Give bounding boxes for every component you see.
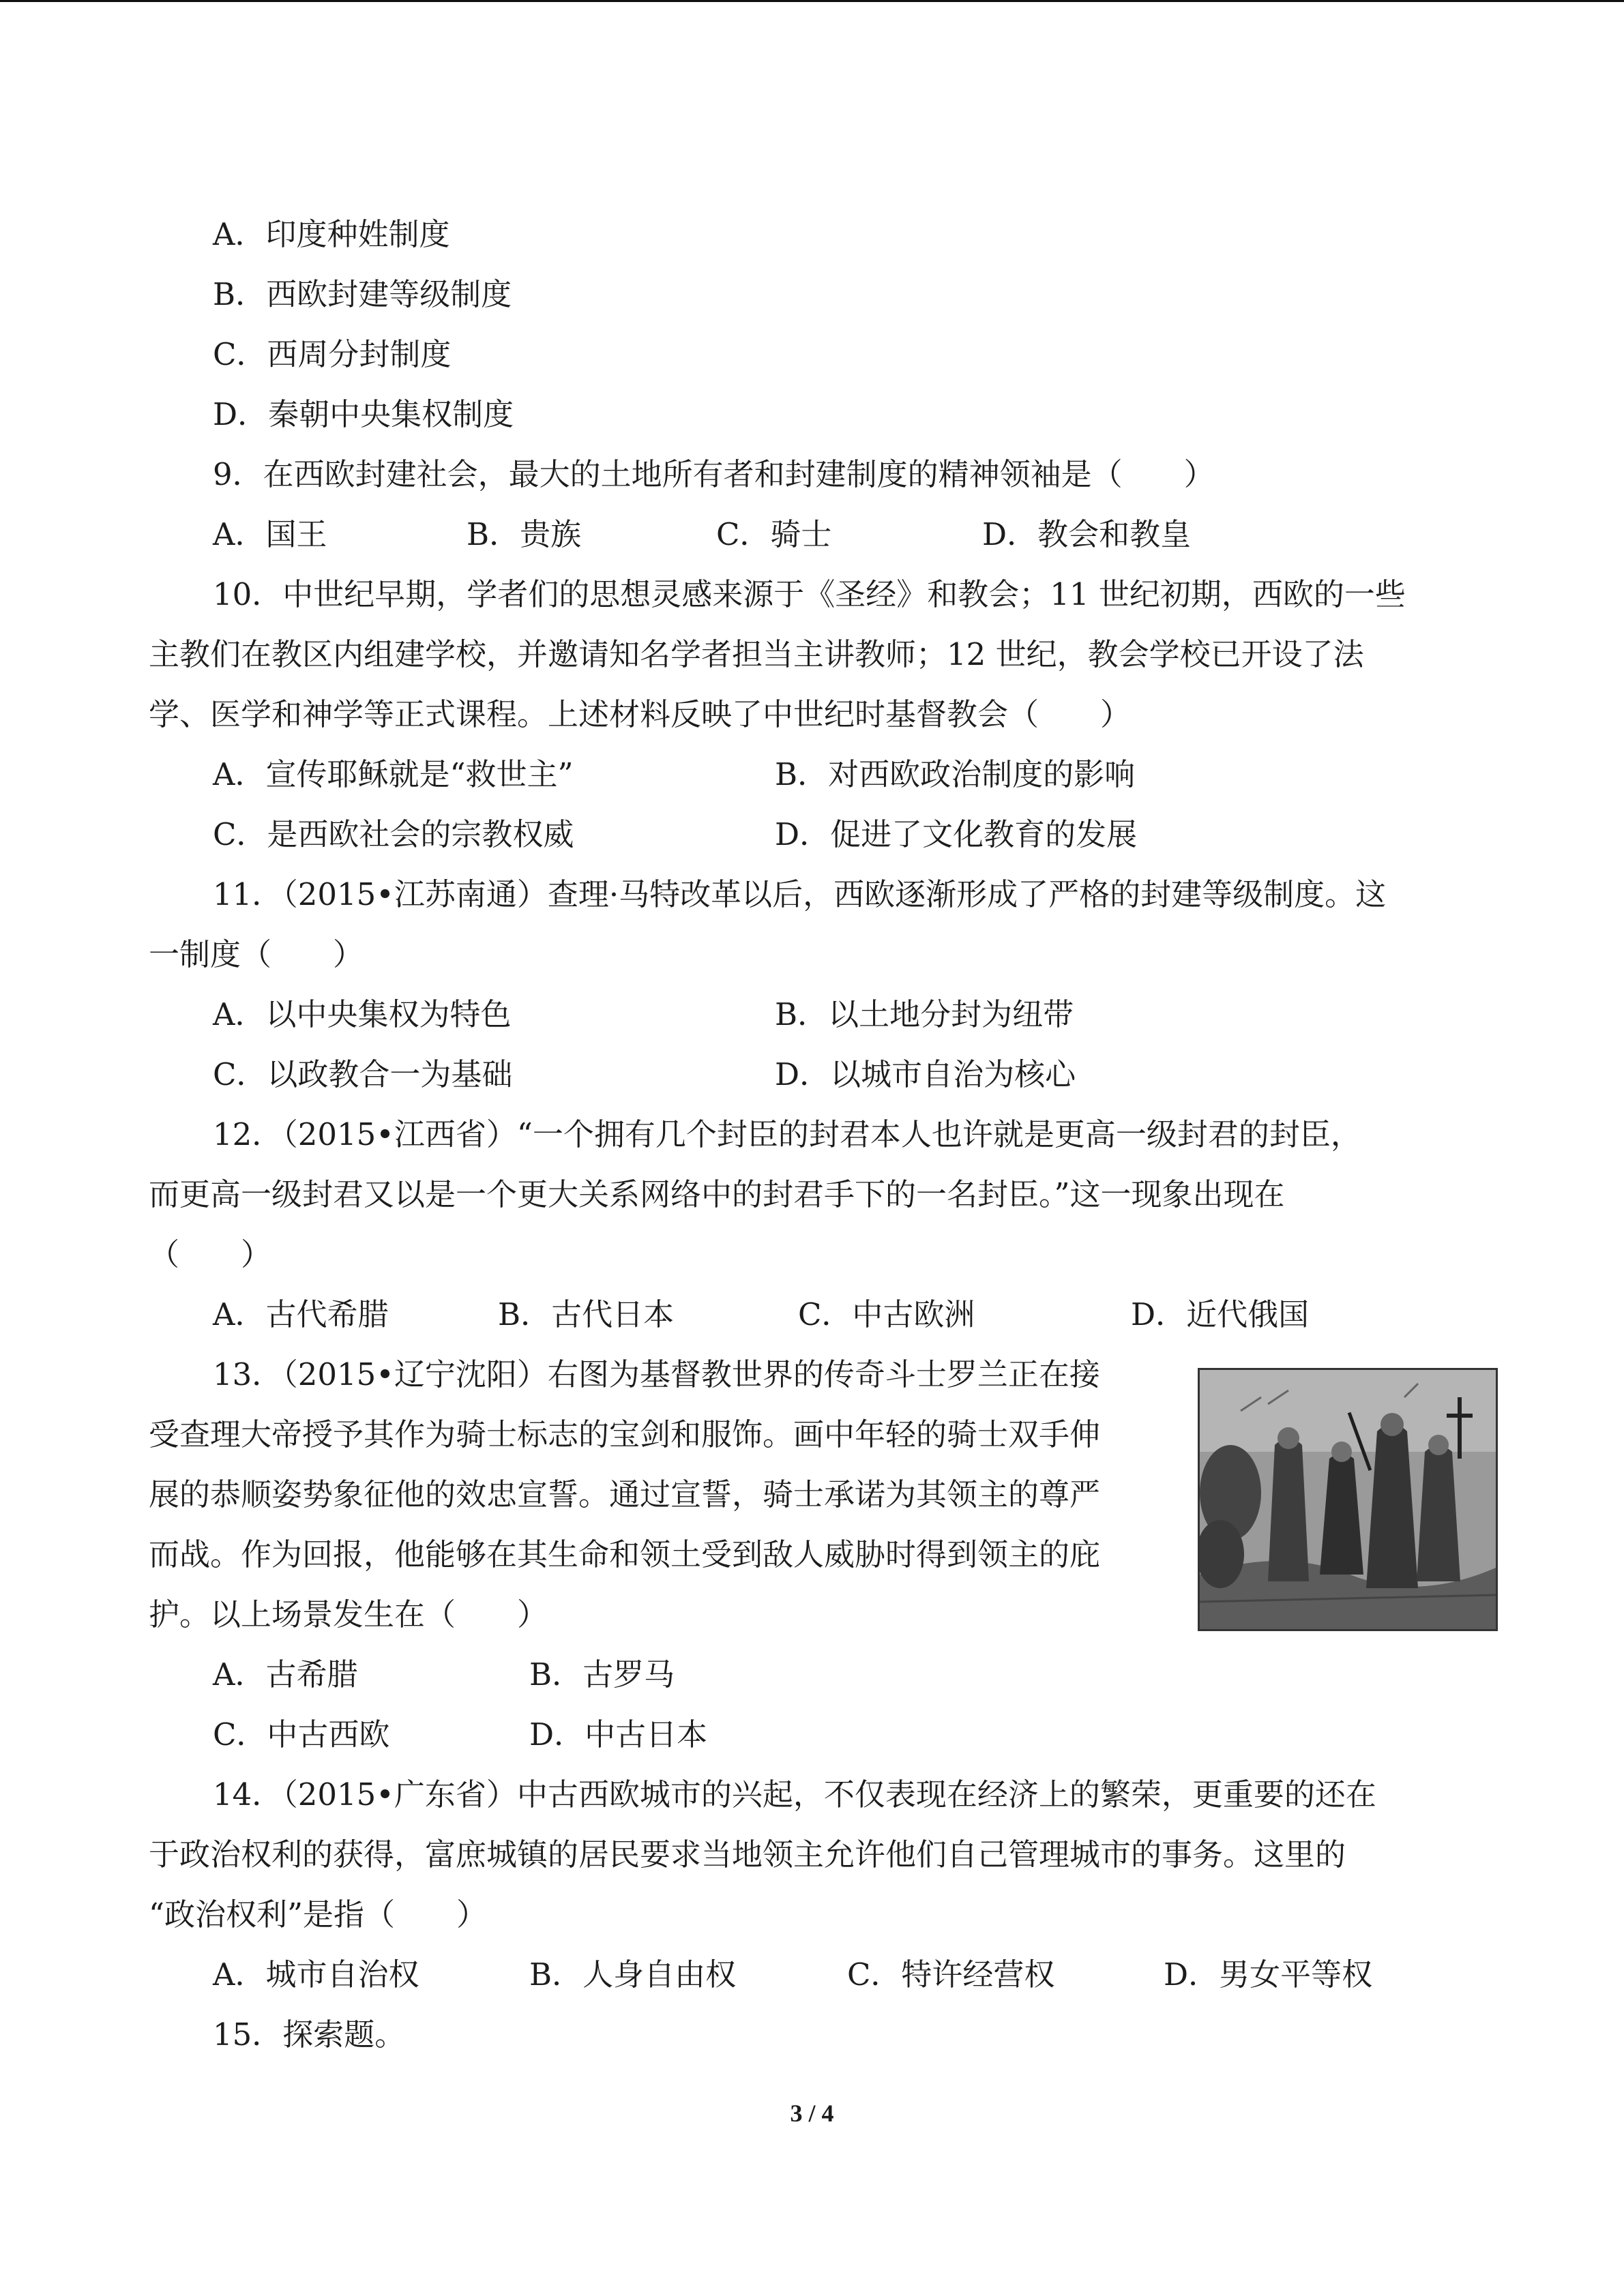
q14-option-a: A．城市自治权 bbox=[213, 1956, 419, 1993]
q12-option-b: B．古代日本 bbox=[498, 1296, 675, 1332]
illustration-drawing bbox=[1200, 1370, 1496, 1629]
q14-option-d: D．男女平等权 bbox=[1164, 1956, 1373, 1993]
q11-stem-line1: 11．（2015•江苏南通）查理·马特改革以后，西欧逐渐形成了严格的封建等级制度。这 bbox=[213, 876, 1387, 912]
q13-stem-line2: 受查理大帝授予其作为骑士标志的宝剑和服饰。画中年轻的骑士双手伸 bbox=[149, 1416, 1101, 1452]
q13-option-a: A．古希腊 bbox=[213, 1656, 358, 1693]
q10-option-a: A．宣传耶稣就是“救世主” bbox=[213, 756, 574, 792]
q13-stem-line3: 展的恭顺姿势象征他的效忠宣誓。通过宣誓，骑士承诺为其领主的尊严 bbox=[149, 1476, 1101, 1512]
q8-option-d: D．秦朝中央集权制度 bbox=[213, 396, 514, 432]
q12-stem-line1: 12．（2015•江西省）“一个拥有几个封臣的封君本人也许就是更高一级封君的封臣， bbox=[213, 1116, 1361, 1152]
q10-stem-line2: 主教们在教区内组建学校，并邀请知名学者担当主讲教师；12 世纪，教会学校已开设了法 bbox=[149, 636, 1364, 672]
page-number: 3 / 4 bbox=[790, 2100, 834, 2127]
q14-option-c: C．特许经营权 bbox=[847, 1956, 1055, 1993]
q15-stem: 15．探索题。 bbox=[213, 2016, 406, 2053]
q8-option-c: C．西周分封制度 bbox=[213, 336, 452, 372]
q12-option-c: C．中古欧洲 bbox=[798, 1296, 975, 1332]
q12-stem-line3: （ ） bbox=[149, 1236, 272, 1272]
q13-option-d: D．中古日本 bbox=[529, 1716, 708, 1753]
q10-stem-line3: 学、医学和神学等正式课程。上述材料反映了中世纪时基督教会（ ） bbox=[149, 696, 1132, 732]
q10-option-b: B．对西欧政治制度的影响 bbox=[775, 756, 1136, 792]
q12-stem-line2: 而更高一级封君又以是一个更大关系网络中的封君手下的一名封臣。”这一现象出现在 bbox=[149, 1176, 1285, 1212]
q9-option-c: C．骑士 bbox=[716, 516, 832, 552]
q14-stem-line1: 14．（2015•广东省）中古西欧城市的兴起，不仅表现在经济上的繁荣，更重要的还在 bbox=[213, 1776, 1376, 1813]
q11-stem-line2: 一制度（ ） bbox=[149, 936, 364, 972]
knight-ceremony-illustration bbox=[1198, 1368, 1498, 1631]
q11-option-b: B．以土地分封为纽带 bbox=[775, 996, 1074, 1032]
q9-stem: 9．在西欧封建社会，最大的土地所有者和封建制度的精神领袖是（ ） bbox=[213, 456, 1215, 492]
q13-option-b: B．古罗马 bbox=[529, 1656, 675, 1693]
q8-option-b: B．西欧封建等级制度 bbox=[213, 276, 512, 312]
q10-option-d: D．促进了文化教育的发展 bbox=[775, 816, 1138, 852]
q9-option-d: D．教会和教皇 bbox=[982, 516, 1192, 552]
q9-option-b: B．贵族 bbox=[467, 516, 582, 552]
q14-stem-line2: 于政治权利的获得，富庶城镇的居民要求当地领主允许他们自己管理城市的事务。这里的 bbox=[149, 1836, 1346, 1873]
q14-stem-line3: “政治权利”是指（ ） bbox=[149, 1896, 488, 1933]
q13-stem-line5: 护。以上场景发生在（ ） bbox=[149, 1596, 548, 1632]
q11-option-c: C．以政教合一为基础 bbox=[213, 1056, 513, 1092]
q12-option-d: D．近代俄国 bbox=[1131, 1296, 1310, 1332]
q11-option-a: A．以中央集权为特色 bbox=[213, 996, 512, 1032]
q13-option-c: C．中古西欧 bbox=[213, 1716, 390, 1753]
q14-option-b: B．人身自由权 bbox=[529, 1956, 737, 1993]
q13-stem-line4: 而战。作为回报，他能够在其生命和领土受到敌人威胁时得到领主的庇 bbox=[149, 1536, 1101, 1572]
q10-stem-line1: 10．中世纪早期，学者们的思想灵感来源于《圣经》和教会；11 世纪初期，西欧的一些 bbox=[213, 576, 1406, 612]
q12-option-a: A．古代希腊 bbox=[213, 1296, 389, 1332]
q11-option-d: D．以城市自治为核心 bbox=[775, 1056, 1076, 1092]
q8-option-a: A．印度种姓制度 bbox=[213, 216, 450, 252]
q9-option-a: A．国王 bbox=[213, 516, 327, 552]
q13-stem-line1: 13．（2015•辽宁沈阳）右图为基督教世界的传奇斗士罗兰正在接 bbox=[213, 1356, 1100, 1392]
q10-option-c: C．是西欧社会的宗教权威 bbox=[213, 816, 574, 852]
